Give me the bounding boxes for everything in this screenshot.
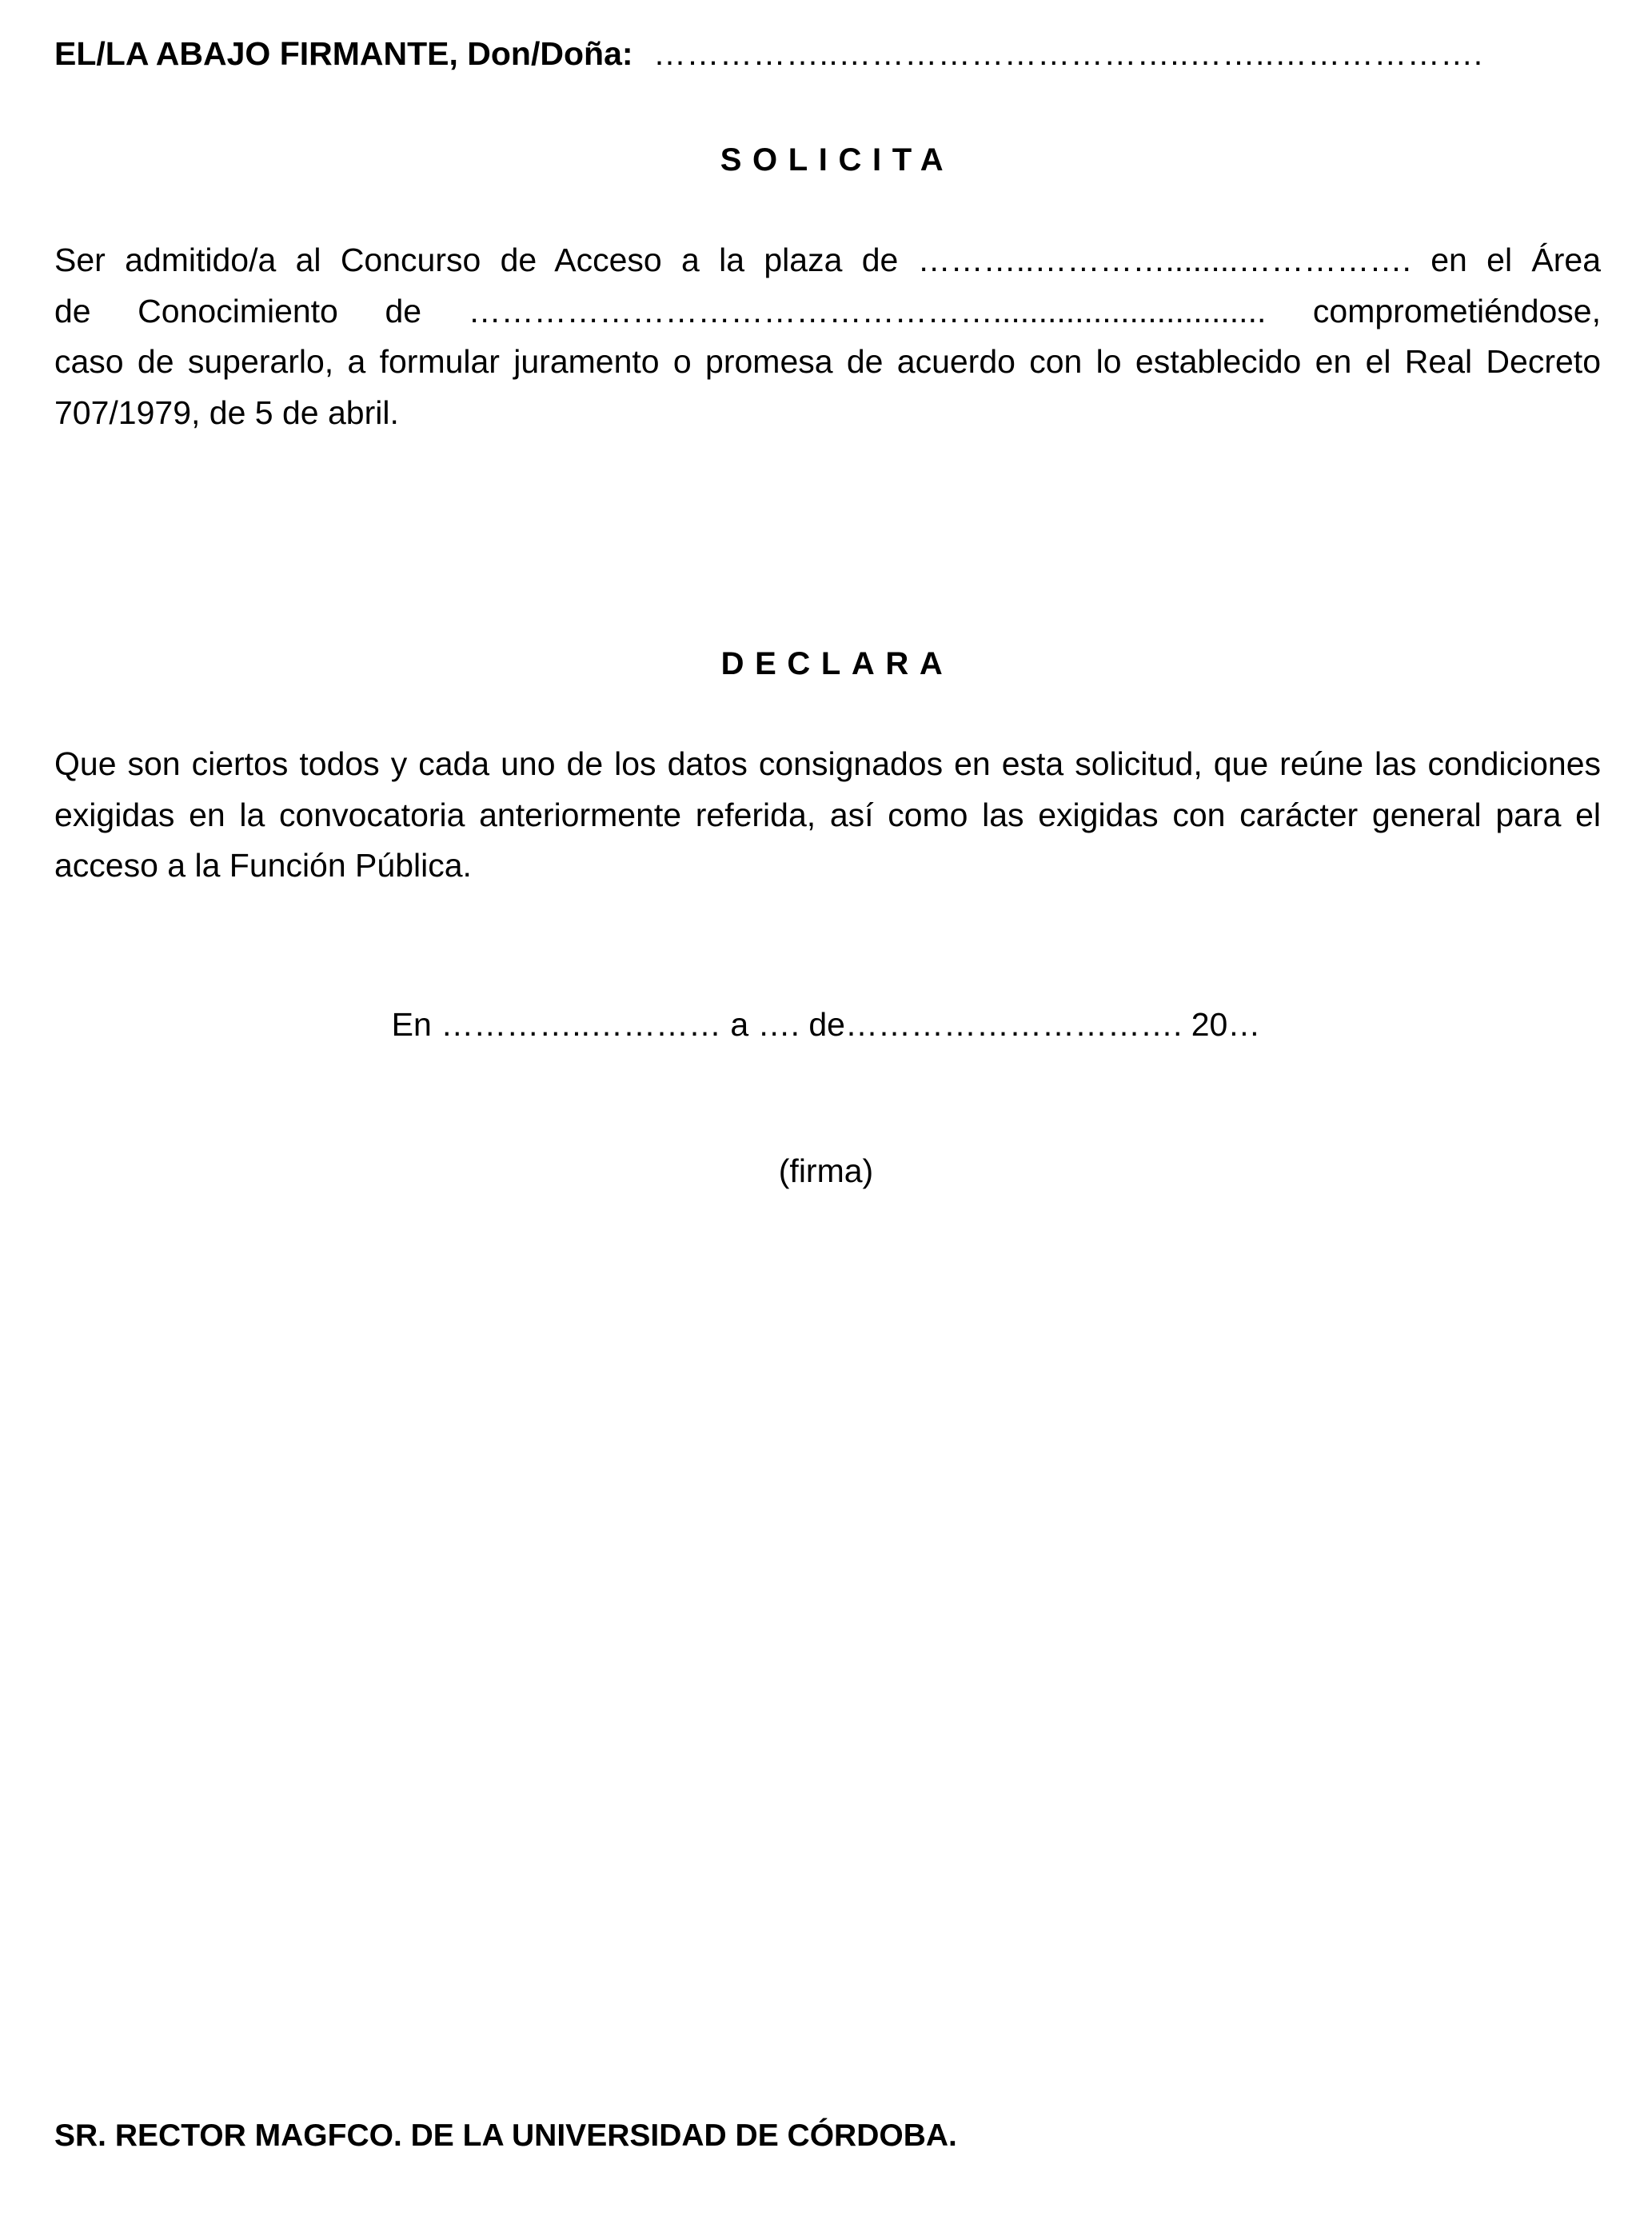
solicita-paragraph: [54, 235, 1601, 438]
addressee-line: SR. RECTOR MAGFCO. DE LA UNIVERSIDAD DE CÓRDOBA.: [54, 2118, 957, 2153]
declara-line-1: Que son ciertos todos y cada uno de los datos consignados en esta solicitud, que reúne las condiciones: [54, 745, 1601, 782]
declara-paragraph: [54, 739, 1601, 892]
declara-heading: DECLARA: [720, 646, 954, 681]
solicita-line-2: de Conocimiento de ………………………………………….............................. comprometiéndose,: [54, 292, 1601, 329]
declara-line-2: exigidas en la convocatoria anteriormente referida, así como las exigidas con carácter general para el: [54, 796, 1601, 833]
solicita-heading: SOLICITA: [720, 142, 955, 178]
signature-label: (firma): [778, 1152, 874, 1189]
declara-line-3: acceso a la Función Pública.: [54, 847, 472, 884]
undersigned-label: EL/LA ABAJO FIRMANTE, Don/Doña:: [54, 35, 633, 72]
undersigned-line: [54, 35, 1483, 72]
solicita-line-4: 707/1979, de 5 de abril.: [54, 393, 399, 431]
undersigned-name-field[interactable]: ……………..…………………………..……..……………….: [652, 35, 1483, 72]
place-date-line[interactable]: En …………..………… a …. de…………………………. 20…: [391, 1006, 1261, 1043]
solicita-line-1: Ser admitido/a al Concurso de Acceso a la plaza de ………..…………........……………. en el Área: [54, 242, 1601, 278]
solicita-line-3: caso de superarlo, a formular juramento o promesa de acuerdo con lo establecido en el Real Decreto: [54, 343, 1601, 380]
